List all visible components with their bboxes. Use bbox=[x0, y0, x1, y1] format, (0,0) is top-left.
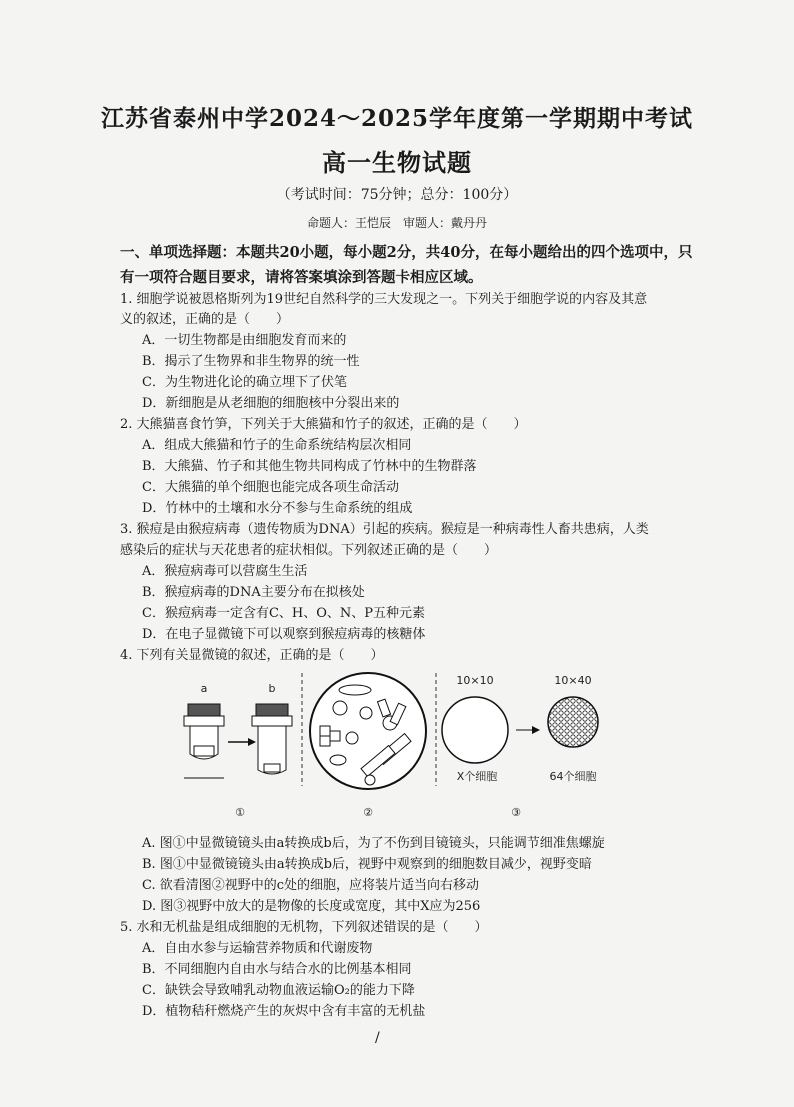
q4-option-b: B. 图①中显微镜镜头由a转换成b后，视野中观察到的细胞数目减少，视野变暗 bbox=[142, 857, 592, 872]
exam-info: （考试时间：75分钟；总分：100分） bbox=[276, 187, 518, 203]
q3-stem-line1: 3. 猴痘是由猴痘病毒（遗传物质为DNA）引起的疾病。猴痘是一种病毒性人畜共患病，人类 bbox=[120, 522, 649, 537]
q5-option-d: D．植物秸秆燃烧产生的灰烬中含有丰富的无机盐 bbox=[142, 1004, 426, 1019]
q3-option-c: C．猴痘病毒一定含有C、H、O、N、P五种元素 bbox=[142, 606, 426, 621]
magnification-high: 10×40 bbox=[554, 674, 592, 687]
label-b: b bbox=[268, 682, 276, 695]
section-heading-line1: 一、单项选择题：本题共20小题，每小题2分，共40分，在每小题给出的四个选项中，只 bbox=[120, 244, 693, 261]
q3-stem-line2: 感染后的症状与天花患者的症状相似。下列叙述正确的是（ ） bbox=[120, 543, 498, 558]
figure-number-2: ② bbox=[363, 806, 373, 819]
q3-option-b: B．猴痘病毒的DNA主要分布在拟核处 bbox=[142, 585, 365, 600]
q2-option-d: D．竹林中的土壤和水分不参与生命系统的组成 bbox=[142, 501, 413, 516]
q3-option-d: D．在电子显微镜下可以观察到猴痘病毒的核糖体 bbox=[142, 627, 426, 642]
q4-option-c: C. 欲看清图②视野中的c处的细胞，应将装片适当向右移动 bbox=[142, 878, 480, 893]
q5-stem-line1: 5. 水和无机盐是组成细胞的无机物，下列叙述错误的是（ ） bbox=[120, 920, 488, 935]
q2-option-c: C．大熊猫的单个细胞也能完成各项生命活动 bbox=[142, 480, 399, 495]
figure-1-objectives bbox=[184, 682, 292, 819]
page-number: / bbox=[375, 1030, 380, 1046]
microscope-figure bbox=[180, 668, 620, 823]
q4-stem-line1: 4. 下列有关显微镜的叙述，正确的是（ ） bbox=[120, 648, 384, 663]
figure-2-field bbox=[310, 673, 426, 819]
q2-stem-line1: 2. 大熊猫喜食竹笋，下列关于大熊猫和竹子的叙述，正确的是（ ） bbox=[120, 417, 527, 432]
authors-line: 命题人：王恺辰 审题人：戴丹丹 bbox=[306, 216, 487, 230]
magnification-low: 10×10 bbox=[456, 674, 494, 687]
q1-option-c: C．为生物进化论的确立埋下了伏笔 bbox=[142, 375, 347, 390]
figure-number-1: ① bbox=[235, 806, 245, 819]
q5-option-c: C．缺铁会导致哺乳动物血液运输O₂的能力下降 bbox=[142, 983, 415, 998]
q3-option-a: A．猴痘病毒可以营腐生生活 bbox=[142, 564, 308, 579]
figure-3-magnification bbox=[442, 674, 598, 819]
exam-subtitle: 高一生物试题 bbox=[322, 148, 472, 177]
q4-option-d: D. 图③视野中放大的是物像的长度或宽度，其中X应为256 bbox=[142, 899, 481, 914]
label-a: a bbox=[200, 682, 208, 695]
q4-option-a: A. 图①中显微镜镜头由a转换成b后，为了不伤到目镜镜头，只能调节细准焦螺旋 bbox=[142, 836, 605, 851]
caption-low: X个细胞 bbox=[456, 770, 498, 783]
q5-option-b: B．不同细胞内自由水与结合水的比例基本相同 bbox=[142, 962, 412, 977]
q1-option-b: B．揭示了生物界和非生物界的统一性 bbox=[142, 354, 360, 369]
q5-option-a: A．自由水参与运输营养物质和代谢废物 bbox=[142, 941, 373, 956]
figure-number-3: ③ bbox=[511, 806, 521, 819]
q1-stem-line2: 义的叙述，正确的是（ ） bbox=[120, 312, 290, 327]
q2-option-a: A．组成大熊猫和竹子的生命系统结构层次相同 bbox=[142, 438, 412, 453]
q2-option-b: B．大熊猫、竹子和其他生物共同构成了竹林中的生物群落 bbox=[142, 459, 477, 474]
section-heading-line2: 有一项符合题目要求，请将答案填涂到答题卡相应区域。 bbox=[120, 269, 483, 286]
q1-stem-line1: 1. 细胞学说被恩格斯列为19世纪自然科学的三大发现之一。下列关于细胞学说的内容及其意 bbox=[120, 292, 648, 307]
q1-option-d: D．新细胞是从老细胞的细胞核中分裂出来的 bbox=[142, 396, 400, 411]
q1-option-a: A．一切生物都是由细胞发育而来的 bbox=[142, 333, 347, 348]
caption-high: 64个细胞 bbox=[549, 770, 597, 783]
exam-title: 江苏省泰州中学2024～2025学年度第一学期期中考试 bbox=[100, 105, 694, 132]
